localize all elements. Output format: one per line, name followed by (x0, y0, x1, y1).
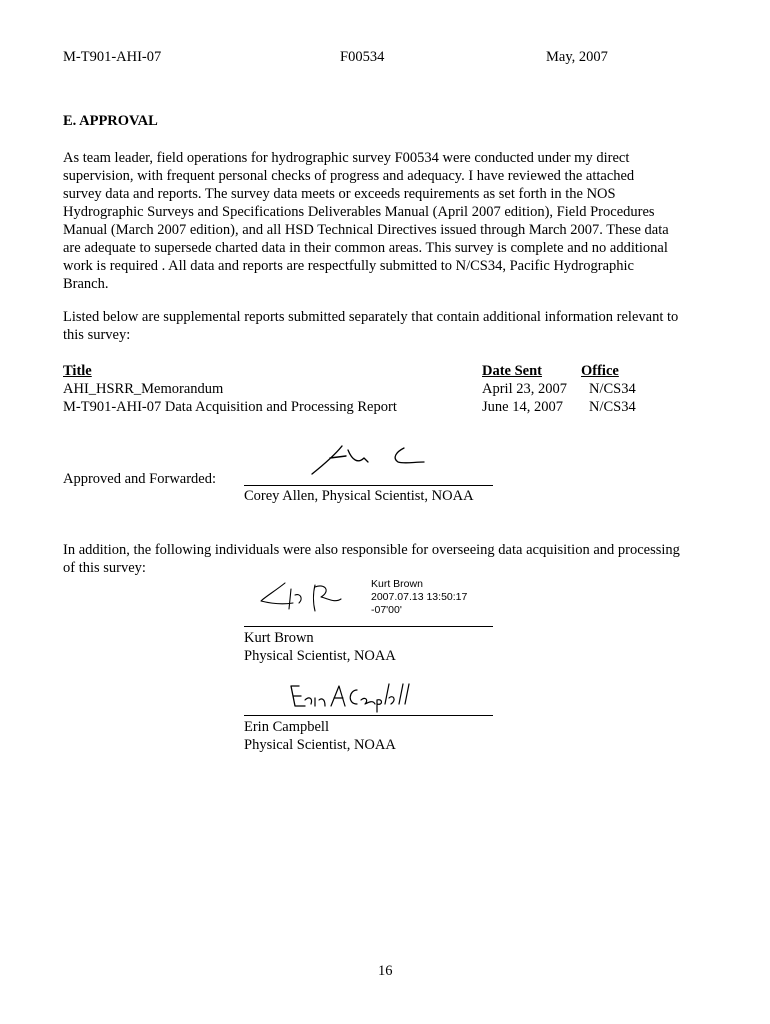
paragraph-line: of this survey: (63, 560, 146, 576)
paragraph-line: Manual (March 2007 edition), and all HSD Technical Directives issued through March 2007. These data (63, 222, 669, 238)
table-header-title: Title (63, 363, 92, 379)
paragraph-line: this survey: (63, 327, 131, 343)
erin-campbell-signature (285, 678, 415, 714)
paragraph-line: As team leader, field operations for hydrographic survey F00534 were conducted under my direct (63, 150, 630, 166)
header-registry: F00534 (340, 49, 385, 65)
paragraph-line: Hydrographic Surveys and Specifications Deliverables Manual (April 2007 edition), Field Procedures (63, 204, 655, 220)
table-cell-date: April 23, 2007 (482, 381, 567, 397)
digital-signature-timestamp: 2007.07.13 13:50:17 (371, 591, 468, 603)
approved-label: Approved and Forwarded: (63, 471, 217, 487)
paragraph-line: work is required . All data and reports are respectfully submitted to N/CS34, Pacific Hydrographic (63, 258, 634, 274)
section-title: E. APPROVAL (63, 113, 158, 129)
paragraph-line: In addition, the following individuals were also responsible for overseeing data acquisition and processing (63, 542, 680, 558)
approver-name: Corey Allen, Physical Scientist, NOAA (244, 488, 474, 504)
digital-signature-name: Kurt Brown (371, 578, 423, 590)
additional-paragraph (63, 541, 713, 577)
signer-title: Physical Scientist, NOAA (244, 648, 396, 664)
signature-line (244, 485, 493, 486)
signer-name: Erin Campbell (244, 719, 329, 735)
digital-signature-block (371, 578, 467, 617)
header-date: May, 2007 (546, 49, 608, 65)
signer-title: Physical Scientist, NOAA (244, 737, 396, 753)
paragraph-line: are adequate to supersede charted data in their common areas. This survey is complete and no additional (63, 240, 668, 256)
table-cell-date: June 14, 2007 (482, 399, 563, 415)
paragraph-line: supervision, with frequent personal checks of progress and adequacy. I have reviewed the attached (63, 168, 635, 184)
table-header-office: Office (581, 363, 619, 379)
supplemental-paragraph (63, 308, 713, 344)
paragraph-line: Branch. (63, 276, 109, 292)
corey-allen-signature (300, 440, 440, 480)
paragraph-line: Listed below are supplemental reports submitted separately that contain additional information relevant to (63, 309, 679, 325)
approval-paragraph (63, 149, 713, 293)
table-cell-office: N/CS34 (589, 399, 636, 415)
digital-signature-tz: -07'00' (371, 604, 402, 616)
table-header-date-sent: Date Sent (482, 363, 543, 379)
paragraph-line: survey data and reports. The survey data meets or exceeds requirements as set forth in the NOS (63, 186, 616, 202)
signer-name: Kurt Brown (244, 630, 314, 646)
kurt-brown-signature (255, 577, 355, 617)
header-doc-id: M-T901-AHI-07 (63, 49, 162, 65)
table-cell-title: M-T901-AHI-07 Data Acquisition and Processing Report (63, 399, 397, 415)
table-cell-office: N/CS34 (589, 381, 636, 397)
page-number: 16 (378, 963, 393, 979)
signature-line (244, 715, 493, 716)
signature-line (244, 626, 493, 627)
table-cell-title: AHI_HSRR_Memorandum (63, 381, 224, 397)
